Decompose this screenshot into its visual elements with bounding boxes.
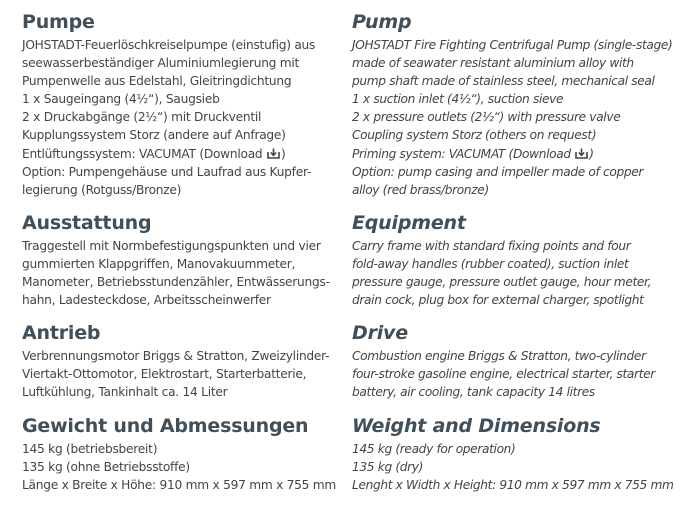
text-line: Luftkühlung, Tankinhalt ca. 14 Liter: [22, 385, 228, 400]
text-line: fold-away handles (rubber coated), suction inlet: [352, 256, 629, 271]
text-line: four-stroke gasoline engine, electrical starter, starter: [352, 367, 655, 382]
text-line: pump shaft made of stainless steel, mechanical seal: [352, 74, 655, 89]
pump-section-en: [352, 10, 682, 199]
text-line: 135 kg (dry): [352, 459, 424, 474]
weight-section-de: [22, 414, 344, 494]
german-column: [22, 10, 344, 494]
equipment-section-de: [22, 211, 344, 309]
section-title: Gewicht und Abmessungen: [22, 414, 309, 437]
text-line: 1 x suction inlet (4½“), suction sieve: [352, 92, 564, 107]
priming-text: Entlüftungssystem: VACUMAT (Download: [22, 146, 263, 161]
text-line: 1 x Saugeingang (4½“), Saugsieb: [22, 92, 220, 107]
section-title: Antrieb: [22, 322, 101, 345]
text-line: 145 kg (ready for operation): [352, 441, 516, 456]
text-line: 2 x Druckabgänge (2½“) mit Druckventil: [22, 110, 262, 125]
text-line: Pumpenwelle aus Edelstahl, Gleitringdichtung: [22, 74, 292, 89]
download-link[interactable]: [266, 147, 281, 161]
text-line: legierung (Rotguss/Bronze): [22, 182, 182, 197]
priming-line: [22, 145, 344, 163]
section-title: Pump: [352, 11, 412, 33]
text-line: Traggestell mit Normbefestigungspunkten und vier: [22, 238, 321, 253]
text-line: Option: pump casing and impeller made of copper: [352, 164, 644, 179]
text-line: seewasserbeständiger Aluminiumlegierung mit: [22, 56, 300, 71]
text-line: alloy (red brass/bronze): [352, 182, 489, 197]
text-line: 145 kg (betriebsbereit): [22, 441, 158, 456]
priming-line: [352, 145, 682, 163]
text-line: Länge x Breite x Höhe: 910 mm x 597 mm x 755 mm: [22, 477, 337, 492]
section-title: Ausstattung: [22, 211, 152, 234]
english-column: [352, 10, 682, 494]
text-line: Verbrennungsmotor Briggs & Stratton, Zweizylinder-: [22, 349, 330, 364]
pump-section-de: [22, 10, 344, 199]
text-line: Coupling system Storz (others on request): [352, 128, 597, 143]
equipment-section-en: [352, 211, 682, 309]
download-icon[interactable]: [267, 148, 280, 159]
text-line: Combustion engine Briggs & Stratton, two-cylinder: [352, 349, 646, 364]
text-line: drain cock, plug box for external charger, spotlight: [352, 293, 644, 308]
text-line: Option: Pumpengehäuse und Laufrad aus Kupfer-: [22, 164, 312, 179]
text-line: hahn, Ladesteckdose, Arbeitsscheinwerfer: [22, 293, 271, 308]
text-line: JOHSTADT Fire Fighting Centrifugal Pump (single-stage): [352, 38, 673, 52]
priming-close: ): [281, 146, 286, 161]
drive-section-de: [22, 321, 344, 401]
priming-text: Priming system: VACUMAT (Download: [352, 146, 571, 161]
section-title: Equipment: [352, 211, 466, 234]
download-icon[interactable]: [575, 148, 588, 159]
section-title: Weight and Dimensions: [352, 414, 601, 437]
priming-close: ): [589, 146, 594, 161]
section-title: Drive: [352, 322, 408, 345]
text-line: pressure gauge, pressure outlet gauge, hour meter,: [352, 275, 652, 290]
section-title: Pumpe: [22, 11, 95, 33]
download-link[interactable]: [574, 147, 589, 161]
text-line: Lenght x Width x Height: 910 mm x 597 mm x 755 mm: [352, 477, 674, 492]
text-line: gummierten Klappgriffen, Manovakuummeter,: [22, 256, 296, 271]
text-line: Manometer, Betriebsstundenzähler, Entwässerungs-: [22, 275, 330, 290]
weight-section-en: [352, 414, 682, 494]
text-line: battery, air cooling, tank capacity 14 litres: [352, 385, 595, 400]
text-line: Viertakt-Ottomotor, Elektrostart, Starterbatterie,: [22, 367, 307, 382]
text-line: 135 kg (ohne Betriebsstoffe): [22, 459, 190, 474]
text-line: 2 x pressure outlets (2½“) with pressure valve: [352, 110, 621, 125]
text-line: Kupplungssystem Storz (andere auf Anfrage): [22, 128, 286, 143]
text-line: JOHSTADT-Feuerlöschkreiselpumpe (einstufig) aus: [22, 38, 316, 52]
text-line: Carry frame with standard fixing points and four: [352, 238, 631, 253]
drive-section-en: [352, 321, 682, 401]
text-line: made of seawater resistant aluminium alloy with: [352, 56, 634, 71]
